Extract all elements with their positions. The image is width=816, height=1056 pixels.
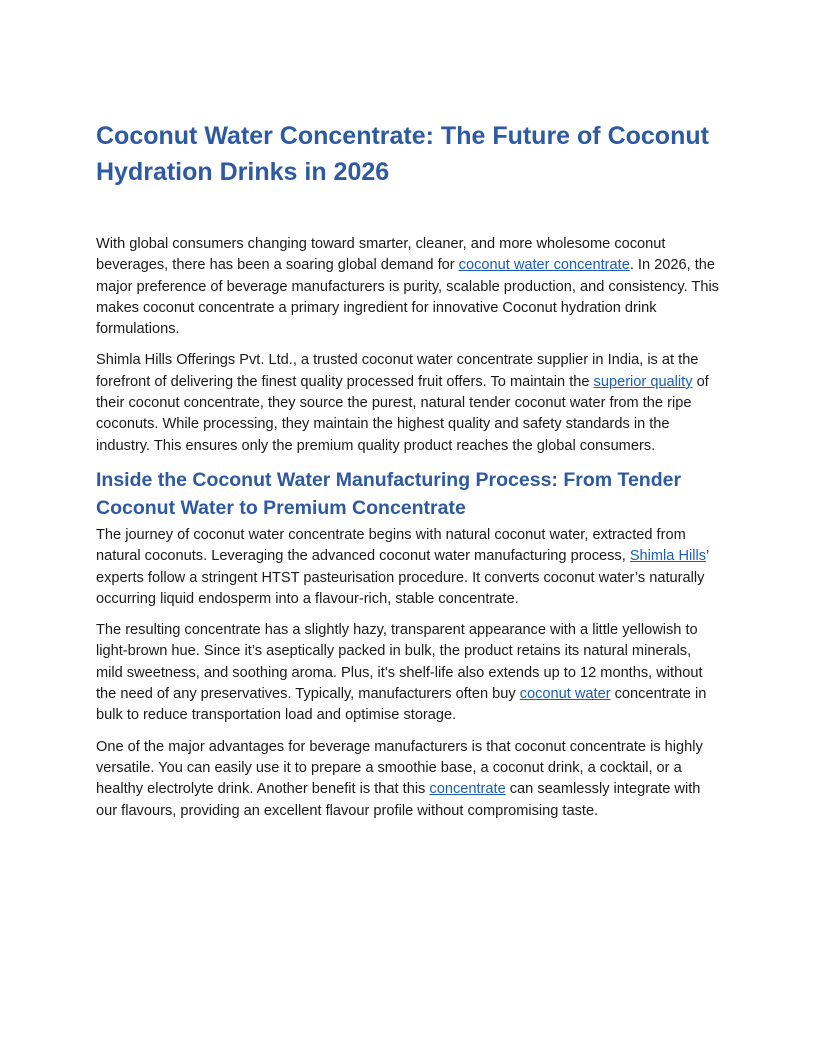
concentrate-link[interactable]: concentrate: [429, 781, 506, 798]
superior-quality-link[interactable]: superior quality: [593, 373, 693, 390]
page-title: Coconut Water Concentrate: The Future of Coconut Hydration Drinks in 2026: [96, 122, 709, 186]
section-paragraph-3: [96, 737, 720, 822]
document-page: [96, 118, 720, 822]
intro-paragraph-1: [96, 234, 720, 340]
shimla-hills-link[interactable]: Shimla Hills: [629, 548, 707, 565]
intro-paragraph-2: [96, 350, 720, 456]
intro-p2-text-a: Shimla Hills Offerings Pvt. Ltd., a trusted coconut water concentrate supplier in India, is at the forefront of delivering the finest quality processed fruit offers. To maintain the: [96, 352, 699, 390]
intro-p1-text-a: With global consumers changing toward smarter, cleaner, and more wholesome coconut beverages, there has been a soaring global demand for: [96, 236, 666, 274]
section-p3-text-b: can seamlessly integrate with our flavours, providing an excellent flavour profile without compromising taste.: [96, 781, 701, 819]
section-p1-text-b: ’ experts follow a stringent HTST pasteurisation procedure. It converts coconut water’s naturally occurring liquid endosperm into a flavour-rich, stable concentrate.: [96, 548, 709, 607]
section-p2-text-a: The resulting concentrate has a slightly hazy, transparent appearance with a little yellowish to light-brown hue. Since it’s aseptically packed in bulk, the product retains its natural minerals, mild sweetness, and soothing aroma. Plus, it’s shelf-life also extends up to 12 months, without the need of any preservatives. Typically, manufacturers often buy: [96, 622, 703, 703]
section-paragraph-1: [96, 525, 720, 610]
section-paragraph-2: [96, 620, 720, 726]
section-heading: Inside the Coconut Water Manufacturing Process: From Tender Coconut Water to Premium Concentrate: [96, 468, 682, 519]
coconut-water-concentrate-link[interactable]: coconut water concentrate: [458, 257, 630, 274]
section-p1-text-a: The journey of coconut water concentrate begins with natural coconut water, extracted from natural coconuts. Leveraging the advanced coconut water manufacturing process,: [96, 526, 686, 565]
intro-p1-text-b: . In 2026, the major preference of beverage manufacturers is purity, scalable production, and consistency. This makes coconut concentrate a primary ingredient for innovative Coconut hydration drink formulations.: [96, 257, 719, 338]
section-p3-text-a: One of the major advantages for beverage manufacturers is that coconut concentrate is highly versatile. You can easily use it to prepare a smoothie base, a coconut drink, a cocktail, or a healthy electrolyte drink. Another benefit is that this: [96, 738, 703, 798]
section-p2-text-b: concentrate in bulk to reduce transportation load and optimise storage.: [96, 686, 707, 724]
intro-p2-text-b: of their coconut concentrate, they source the purest, natural tender coconut water from the ripe coconuts. While processing, they maintain the highest quality and safety standards in the industry. This ensures only the premium quality product reaches the global consumers.: [96, 373, 709, 454]
coconut-water-link[interactable]: coconut water: [519, 686, 611, 703]
